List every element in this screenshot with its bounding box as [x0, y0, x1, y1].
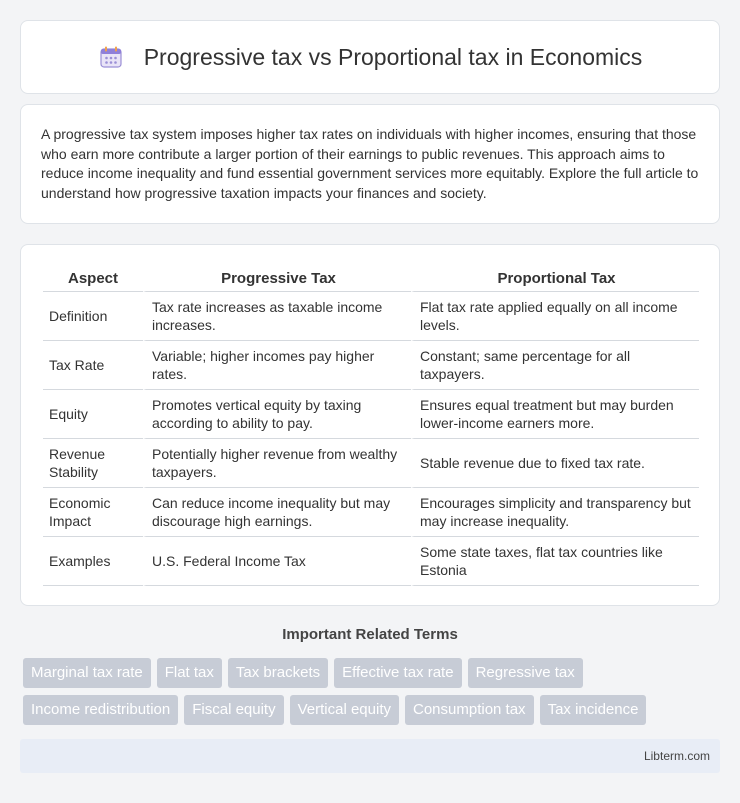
footer-bar — [20, 739, 720, 773]
cell-progressive: Potentially higher revenue from wealthy taxpayers. — [143, 439, 411, 488]
related-terms-tags — [23, 658, 723, 732]
cell-progressive: Can reduce income inequality but may discourage high earnings. — [143, 488, 411, 537]
table-row — [43, 390, 699, 439]
cell-aspect: Equity — [43, 390, 143, 439]
cell-aspect: Revenue Stability — [43, 439, 143, 488]
comparison-table — [43, 265, 699, 586]
intro-text: A progressive tax system imposes higher tax rates on individuals with higher incomes, ensuring that those who earn more contribute a larger portion of their earnings to public revenues. This approach aims to reduce income inequality and fund essential government services more equitably. Explore the full article to understand how progressive taxation impacts your finances and society. — [41, 126, 699, 201]
cell-proportional: Encourages simplicity and transparency but may increase inequality. — [411, 488, 699, 537]
cell-aspect: Economic Impact — [43, 488, 143, 537]
cell-proportional: Flat tax rate applied equally on all income levels. — [411, 291, 699, 341]
cell-aspect: Tax Rate — [43, 341, 143, 390]
table-row — [43, 291, 699, 341]
cell-proportional: Stable revenue due to fixed tax rate. — [411, 439, 699, 488]
tag-row — [23, 695, 723, 725]
cell-proportional: Constant; same percentage for all taxpayers. — [411, 341, 699, 390]
tag-marginal-tax-rate[interactable]: Marginal tax rate — [23, 658, 151, 688]
title-wrap — [98, 44, 643, 71]
tag-income-redistribution[interactable]: Income redistribution — [23, 695, 178, 725]
tag-consumption-tax[interactable]: Consumption tax — [405, 695, 534, 725]
cell-proportional: Ensures equal treatment but may burden lower-income earners more. — [411, 390, 699, 439]
table-row — [43, 537, 699, 586]
intro-card — [20, 104, 720, 224]
cell-proportional: Some state taxes, flat tax countries like Estonia — [411, 537, 699, 586]
calendar-icon — [98, 44, 124, 70]
tag-effective-tax-rate[interactable]: Effective tax rate — [334, 658, 461, 688]
header-progressive: Progressive Tax — [143, 265, 411, 291]
related-terms-heading: Important Related Terms — [282, 626, 458, 643]
cell-progressive: Variable; higher incomes pay higher rates. — [143, 341, 411, 390]
table-row — [43, 439, 699, 488]
tag-flat-tax[interactable]: Flat tax — [157, 658, 222, 688]
cell-aspect: Examples — [43, 537, 143, 586]
footer-site-link[interactable]: Libterm.com — [643, 749, 710, 763]
header-aspect: Aspect — [67, 269, 119, 287]
tag-regressive-tax[interactable]: Regressive tax — [468, 658, 583, 688]
header-proportional: Proportional Tax — [411, 265, 699, 291]
cell-progressive: Promotes vertical equity by taxing according to ability to pay. — [143, 390, 411, 439]
header-card — [20, 20, 720, 94]
cell-progressive: Tax rate increases as taxable income increases. — [143, 291, 411, 341]
tag-row — [23, 658, 723, 688]
page-title: Progressive tax vs Proportional tax in Economics — [143, 43, 643, 70]
comparison-table-card — [20, 244, 720, 606]
table-header-row — [43, 265, 699, 291]
tag-tax-brackets[interactable]: Tax brackets — [228, 658, 328, 688]
cell-progressive: U.S. Federal Income Tax — [143, 537, 411, 586]
tag-vertical-equity[interactable]: Vertical equity — [290, 695, 399, 725]
table-row — [43, 341, 699, 390]
tag-fiscal-equity[interactable]: Fiscal equity — [184, 695, 283, 725]
cell-aspect: Definition — [43, 291, 143, 341]
table-row — [43, 488, 699, 537]
tag-tax-incidence[interactable]: Tax incidence — [540, 695, 647, 725]
